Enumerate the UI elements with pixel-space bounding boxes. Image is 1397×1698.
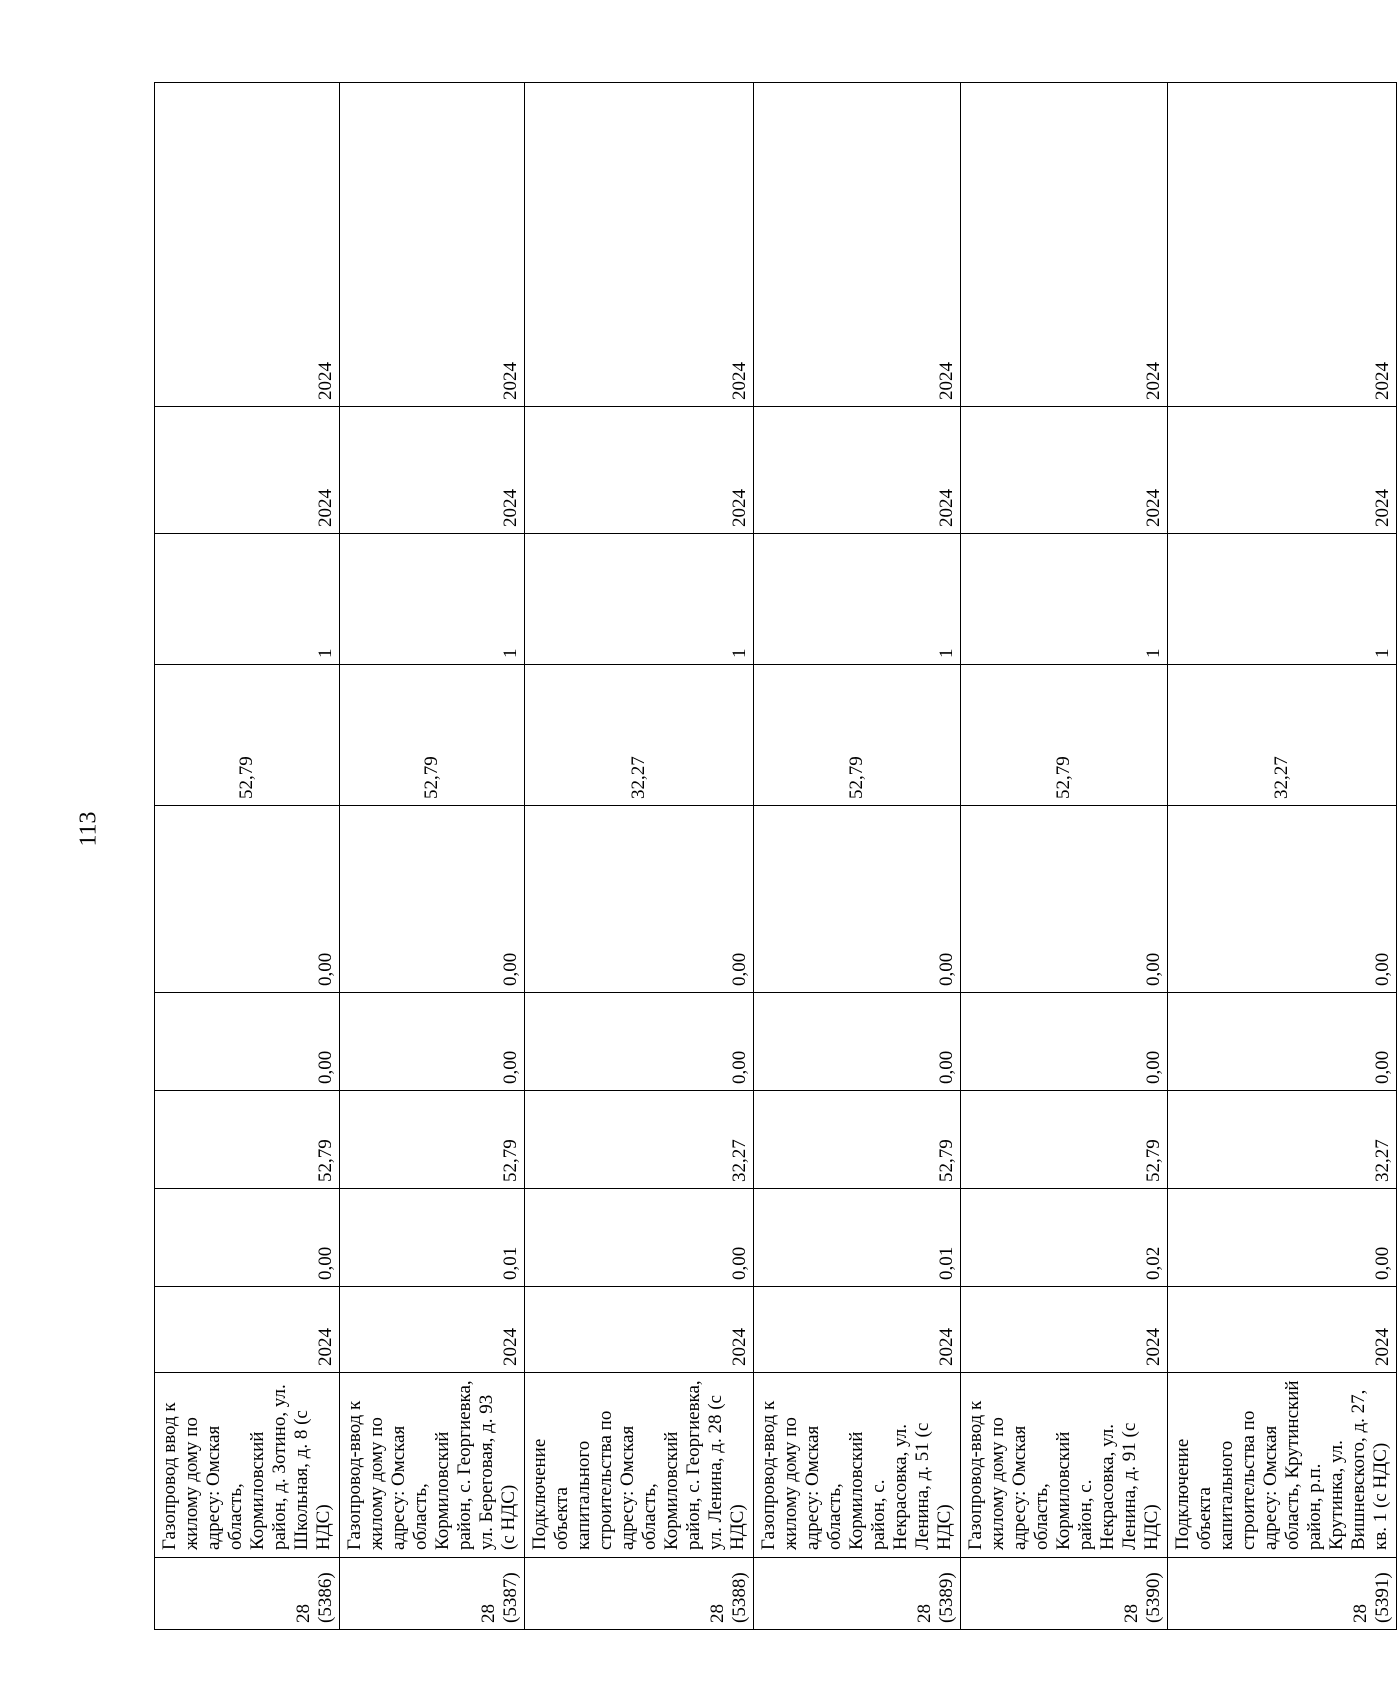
row-code: (5391) <box>1372 1572 1393 1623</box>
row-code: (5388) <box>729 1572 750 1623</box>
row-year-a: 2024 <box>155 407 340 534</box>
row-count: 1 <box>961 534 1168 665</box>
row-year-start: 2024 <box>525 1287 754 1373</box>
row-value-2: 32,27 <box>1168 1091 1397 1189</box>
row-value-1: 0,01 <box>754 1189 961 1287</box>
row-value-1: 0,01 <box>340 1189 525 1287</box>
row-year-b: 2024 <box>340 83 525 407</box>
row-index-cell <box>1168 1558 1397 1630</box>
row-count: 1 <box>340 534 525 665</box>
row-description: Газопровод-ввод к жилому дому по адресу: Омская область, Кормиловский район, с. Георгиевка, ул. Береговая, д. 93 (с НДС) <box>340 1373 525 1558</box>
row-value-3: 0,00 <box>155 993 340 1091</box>
row-value-2: 52,79 <box>754 1091 961 1189</box>
investment-table-rotated <box>154 83 1393 1630</box>
row-code: (5387) <box>500 1572 521 1623</box>
row-value-2: 52,79 <box>155 1091 340 1189</box>
investment-table-frame <box>154 83 1393 1630</box>
row-value-3: 0,00 <box>1168 993 1397 1091</box>
row-value-1: 0,02 <box>961 1189 1168 1287</box>
row-index: 28 <box>1350 1604 1371 1623</box>
row-year-b: 2024 <box>754 83 961 407</box>
row-year-start: 2024 <box>961 1287 1168 1373</box>
row-value-3: 0,00 <box>340 993 525 1091</box>
row-year-a: 2024 <box>340 407 525 534</box>
row-value-1: 0,00 <box>525 1189 754 1287</box>
row-value-4: 0,00 <box>525 806 754 993</box>
row-value-4: 0,00 <box>754 806 961 993</box>
row-code: (5389) <box>936 1572 957 1623</box>
row-code: (5386) <box>315 1572 336 1623</box>
row-value-5: 52,79 <box>961 665 1168 806</box>
row-index: 28 <box>478 1604 499 1623</box>
row-value-2: 52,79 <box>340 1091 525 1189</box>
row-value-5: 32,27 <box>525 665 754 806</box>
row-value-4: 0,00 <box>1168 806 1397 993</box>
row-value-4: 0,00 <box>961 806 1168 993</box>
row-year-a: 2024 <box>1168 407 1397 534</box>
row-year-a: 2024 <box>525 407 754 534</box>
row-year-b: 2024 <box>525 83 754 407</box>
row-value-3: 0,00 <box>525 993 754 1091</box>
table-row <box>961 83 1168 1630</box>
row-year-b: 2024 <box>961 83 1168 407</box>
row-index: 28 <box>1121 1604 1142 1623</box>
row-count: 1 <box>1168 534 1397 665</box>
row-index: 28 <box>293 1604 314 1623</box>
row-year-b: 2024 <box>155 83 340 407</box>
row-index-cell <box>155 1558 340 1630</box>
row-code: (5390) <box>1143 1572 1164 1623</box>
row-year-b: 2024 <box>1168 83 1397 407</box>
row-value-5: 52,79 <box>754 665 961 806</box>
row-description: Газопровод-ввод к жилому дому по адресу: Омская область, Кормиловский район, с. Некрасовка, ул. Ленина, д. 91 (с НДС) <box>961 1373 1168 1558</box>
row-index-cell <box>525 1558 754 1630</box>
table-row <box>754 83 961 1630</box>
row-year-start: 2024 <box>1168 1287 1397 1373</box>
row-index-cell <box>754 1558 961 1630</box>
row-value-2: 32,27 <box>525 1091 754 1189</box>
row-value-3: 0,00 <box>754 993 961 1091</box>
row-value-1: 0,00 <box>1168 1189 1397 1287</box>
investment-table <box>154 82 1397 1630</box>
table-row <box>525 83 754 1630</box>
row-count: 1 <box>525 534 754 665</box>
row-index: 28 <box>914 1604 935 1623</box>
table-row <box>155 83 340 1630</box>
row-value-3: 0,00 <box>961 993 1168 1091</box>
row-index: 28 <box>707 1604 728 1623</box>
row-value-5: 52,79 <box>155 665 340 806</box>
row-count: 1 <box>155 534 340 665</box>
row-description: Газопровод-ввод к жилому дому по адресу: Омская область, Кормиловский район, с. Некрасовка, ул. Ленина, д. 51 (с НДС) <box>754 1373 961 1558</box>
row-year-a: 2024 <box>754 407 961 534</box>
row-value-5: 32,27 <box>1168 665 1397 806</box>
row-year-start: 2024 <box>754 1287 961 1373</box>
row-value-5: 52,79 <box>340 665 525 806</box>
table-row <box>1168 83 1397 1630</box>
page-number-text: 113 <box>75 811 102 847</box>
row-value-1: 0,00 <box>155 1189 340 1287</box>
row-value-4: 0,00 <box>340 806 525 993</box>
row-description: Газопровод ввод к жилому дому по адресу: Омская область, Кормиловский район, д. Зотино, ул. Школьная, д. 8 (с НДС) <box>155 1373 340 1558</box>
row-year-a: 2024 <box>961 407 1168 534</box>
row-year-start: 2024 <box>340 1287 525 1373</box>
row-description: Подключение объекта капитального строительства по адресу: Омская область, Кормиловский район, с. Георгиевка, ул. Ленина, д. 28 (с НДС) <box>525 1373 754 1558</box>
row-count: 1 <box>754 534 961 665</box>
row-index-cell <box>340 1558 525 1630</box>
table-row <box>340 83 525 1630</box>
row-description: Подключение объекта капитального строительства по адресу: Омская область, Крутинский район, р.п. Крутинка, ул. Вишневского, д. 27, кв. 1 (с НДС) <box>1168 1373 1397 1558</box>
row-year-start: 2024 <box>155 1287 340 1373</box>
row-value-4: 0,00 <box>155 806 340 993</box>
row-value-2: 52,79 <box>961 1091 1168 1189</box>
row-index-cell <box>961 1558 1168 1630</box>
